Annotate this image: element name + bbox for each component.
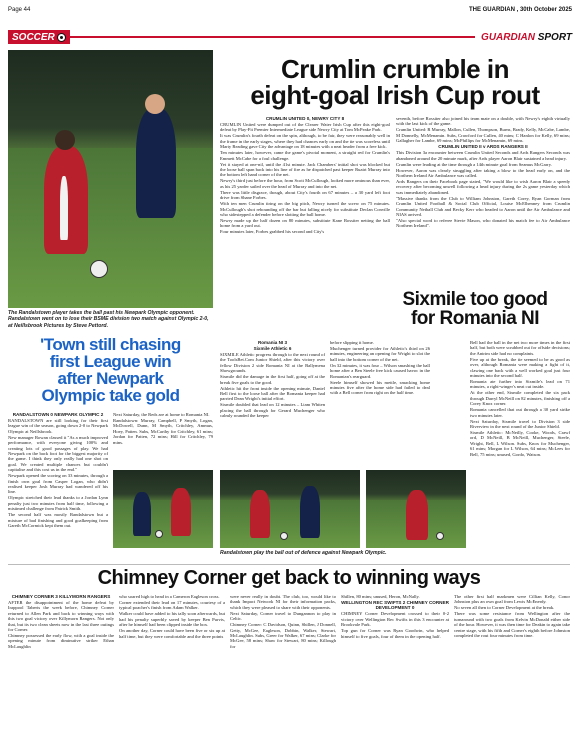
sixmile-col-1: Romania NI 3 Sixmile Athletic 6 SIXMILE Athletic progress through to the next round of the ToolsBet.Com Junior Shield, after this victory over fellow Division 2 side Romania NI at the Ballymena Showgrounds. Sixmile did the damage in the first half, going off at the break five goals to the good. Athletic hit the front inside the opening minute, Daniel Bell first to the loose ball after the Romania keeper had parried Dean Wright's initial effort. Sixmile doubled that lead on 12 minutes – Liam Whiten placing the ball through for Gerard Muchenger who calmly rounded the keeper [220,340,325,419]
section-band [8,30,572,44]
chimney-col-3: were never really in doubt. The club, too, would like to thank Impact Network NI for their information packs, which they were pleased to share with their opponents. Next Saturday, Corner travel to Dungannon to play in Celtic. Chimney Corner: C Davidson, Quinn, Shillen, J Donnell, Getty, McGee, Eagleson, Dobbin, Walker, Stewart, McLaughlin. Subs, Greer for Walker, 67 mins; Clarke for McGee, 58 mins; Shaw for Stewart, 80 mins; Killough for [230,594,336,649]
section-label: SOCCER [8,30,70,44]
player-figure [406,490,428,540]
main-match-photo [8,50,213,308]
band-divider [70,36,475,38]
football [155,530,163,538]
chimney-col-2: who soared high to head in a Cameron Eagleson cross. Corner extended their lead on 17 minutes, courtesy of a typical poacher's finish from Adam Walker. Walker could have added to his tally soon afterwards, but had his penalty superbly saved by keeper Ben Purvis, after he himself had been clipped inside the box. On another day, Corner could have been five or six up at half time, but they were comfortable and the three points [119,594,225,639]
sixmile-col-2: before slipping it home. Muchenger turned provider for Athletic's third on 26 minutes, engineering an opening for Wright to slot the ball into the bottom corner of the net. On 32 minutes, it was four – Wilson smashing the ball home after a Ben Steele free kick caused havoc in the Romanian's rearguard. Steele himself showed his mettle, smacking home minutes five after the home side had failed to deal with a Bell corner from right on the half time. [330,340,430,396]
sixmile-headline: Sixmile too good for Romania NI [402,289,548,329]
page-header [8,4,572,16]
chimney-col-4: Shillen, 80 mins; unused, Heron, McNally. WELLINGTON REC SWIFTS 2 CHIMNEY CORNER DEVELOPMENT 0 CHIMNEY Corner Development crossed to their 0-2 victory over Wellington Rec Swifts in this 3 encounter at Brookvale Park. Top gun for Corner was Ryan Goodwin, who helped himself to five goals, four of them in the opening half. [341,594,449,639]
brand-logo: GUARDIAN SPORT [481,31,572,43]
player-figure [136,108,176,218]
football [280,532,288,540]
chimney-col-5: The other first half markmen were Cillian Kelly, Conor Johnston plus an own goal from Lewis McEnerdy. No seven all then to Corner Development at the break. There was some resistance from Wellington after the turnaround with two goals from Kelvin McDonald either side of the hour. However, it was then time for Deakin to again take centre stage, with his fifth and Corner's eighth before Johnston completed the rout four minutes from time. [454,594,570,639]
football-icon [57,33,66,42]
player-figure [250,490,270,538]
publication-date: THE GUARDIAN , 30th October 2025 [468,7,572,13]
player-figure [300,486,320,538]
player-figure [171,488,191,536]
section-divider [8,564,570,565]
town-col-2: Next Saturday, the Reds are at home to Romania NI. Randalstown: Murray, Campbell, P Smyth, Logan, McDowell, Dunn, M Smyth, Critchley, Ammus, Hoey, Patten. Subs, McCarthy for Critchley, 61 mins; Jordan for Patten, 72 mins; Hill for Critchley, 79 mins. [113,412,213,445]
chimney-headline: Chimney Corner get back to winning ways [97,567,481,589]
crumlin-col-1: CRUMLIN UNITED 0, NEWRY CITY 8 CRUMLIN United were dumped out of the Clearer Water Irish Cup after this eight-goal defeat by Play-Fit Premier Intermediate League side Newry City at Tom McPeake Park. It was Crumlin's fourth defeat on the spin, although, to be fair, they were reasonably well in the frame in the early stages, where they had chances early on and the tie was scoreless until Marty Reading gave City the advantage on 18 minutes with a neat header from a free kick. Ten minutes later, however, came the game's pivotal moment, a straight red for Crumlin's Emmett McCabe for a foul challenge. Yet it stayed at one-nil, until the 41st minute. Jack Chambers' initial shot was blocked but the loose ball span back into his line of fire as he dispatched past keeper Ruairi Murray into the bottom left hand corner of the net. Newry's third just before the hour, from Scott McCullough, looked more ominous than ever, as his 25 yarder sailed over the head of Murray and into the net. There was little disgrace, though, about City's fourth on 67 minutes – a 30 yard left foot drive from Shane Forbes. With ten men Crumlin tiring on the big pitch, Newry turned the screw on 75 minutes. McCullough's shot rebounding off the bar but falling nicely for substitute Declan Conville who sidestepped a defender before slotting the ball home. Newry made up the half dozen on 80 minutes, substitute Kane Rossiter netting the ball home from a yard out. Four minutes later, Forbes grabbed his second and City's [220,116,390,235]
player-figure [133,492,151,536]
crumlin-headline: Crumlin crumble in eight-goal Irish Cup rout [250,54,540,110]
page-number: Page 44 [8,7,31,13]
football [436,532,444,540]
lower-photo-middle [220,470,360,548]
town-headline: 'Town still chasing first League win after Newpark Olympic take gold [40,335,181,405]
lower-photo-left [113,470,213,548]
football [90,260,108,278]
chimney-col-1: CHIMNEY CORNER 3 KILLYMORN RANGERS AFTER the disappointment of the home defeat by Irappool Taberts the week before, Chimney Corner returned to Allen Park and back to winning ways with this two goal victory over Killymorn Rangers. Not only that, but its two clean sheets now in the last three outings for Corner. Chimney possessed the early flow, with a goal inside the opening minute from diminutive striker Ethan McLaughlin [8,594,114,649]
town-col-1: RANDALSTOWN 0 NEWPARK OLYMPIC 2 RANDALSTOWN are still looking for their first league win of the season, going down 2-0 to Newpark Olympic at Neillsbrook. New manager Rowan classed it "As a much improved performance, with everyone giving 100% and creating lots of good passages of play. We had Newpark on the back foot for the biggest majority of the game. I think they only really had one shot on goal. We created multiple chances but couldn't capitalise and this cost us in the end." Newpark opened the scoring on 33 minutes, through a finish own goal from Casper Logan, who didn't realised keeper Josh Murray had wandered off his line. Olympic stretched their lead thanks to a Jordan Lynn penalty just two minutes from half time, following a mistimed challenge from Patrick Smith. The second half was mostly Randalstown but a mixture of bad finishing and good goalkeeping from Gareth McCormick kept them out. [8,412,108,529]
crumlin-col-2: seventh, before Rossiter also joined his team mate on a double, with Newry's eighth virtually with the last kick of the game. Crumlin United: R Murray, Mallon, Cullen, Thompson, Burns, Brady, Kelly, McCabe, Lambe, M Donnelly, McMenamin. Subs, Crawford for Cullen, 40 mins; C Hanlon for Kelly, 69 mins; Gallagher for Lambe, 69 mins; McPhillips for McMenamin, 69 mins. CRUMLIN UNITED II v ARDS RANGERS II This Division 3a encounter between Crumlin United Seconds and Ards Rangers Seconds was abandoned around the 20 minute mark, after Ards player Aaron Blair sustained a head injury. Crumlin were leading at the time through a 14th minute goal from Seamus McGarry. However, Aaron was clearly struggling after taking a blow to the head early on, and the Northern Ireland Air Ambulance was called. Ards Rangers on their Facebook page stated, "We would like to wish Aaron Blair a speedy recovery after becoming unwell following a head injury during the 2s game yesterday which was immediately abandoned. "Massive thanks from the Club to William Johnston, Gareth Corey, Ryan Gorman from Crumlin United Football & Social Club Official, Louise McElhenney from Crumlin Community Netball Club and Becky Kerr who headed to Aaron until the Air Ambulance and NIAS arrived. "Also special word to referee Stevie Mason, who donated his match fee to Air Ambulance Northern Ireland". [396,116,570,229]
lower-photo-right [366,470,466,548]
sixmile-col-3: Bell had the ball in the net two more times in the first half, but both were scrubbed out for offside decisions; the Antrim side had no complaints. Five up at the break, the tie seemed to be as good as over, although Romania were making a fight of it, clawing one back with a well worked goal just four minutes into the second half. Romania ate further into Sixmile's lead on 71 minutes, a right-winger's neat cut inside. At the other end, Sixmile completed the six pack through Darryl McNeill on 82 minutes, finishing off a Corey Knox corner. Romania cancelled that out through a 30 yard strike two minutes later. Next Saturday, Sixmile travel to Division 3 side Riverview in the next round of the Junior Shield. Sixmile Athletic: McNeilly, Cooke, Woods, Crawf ord, D McNeill, B McNeill, Muchenger, Steele, Wright, Bell, L Wilson. Subs, Knox for Muchenger, 61 mins; Morgan for L Wilson, 64 mins; McLees for Bell, 75 mins; unused, Gordo, Watson. [470,340,570,457]
lower-photo-caption: Randalstown play the ball out of defence against Newpark Olympic. [220,550,387,556]
main-photo-caption: The Randalstown player takes the ball past his Newpark Olympic opponent. Randalstown went on to lose their BSME division two match against Olympic 2-0, at Neillsbrook Pictures by Steve Pettord. [8,310,209,329]
